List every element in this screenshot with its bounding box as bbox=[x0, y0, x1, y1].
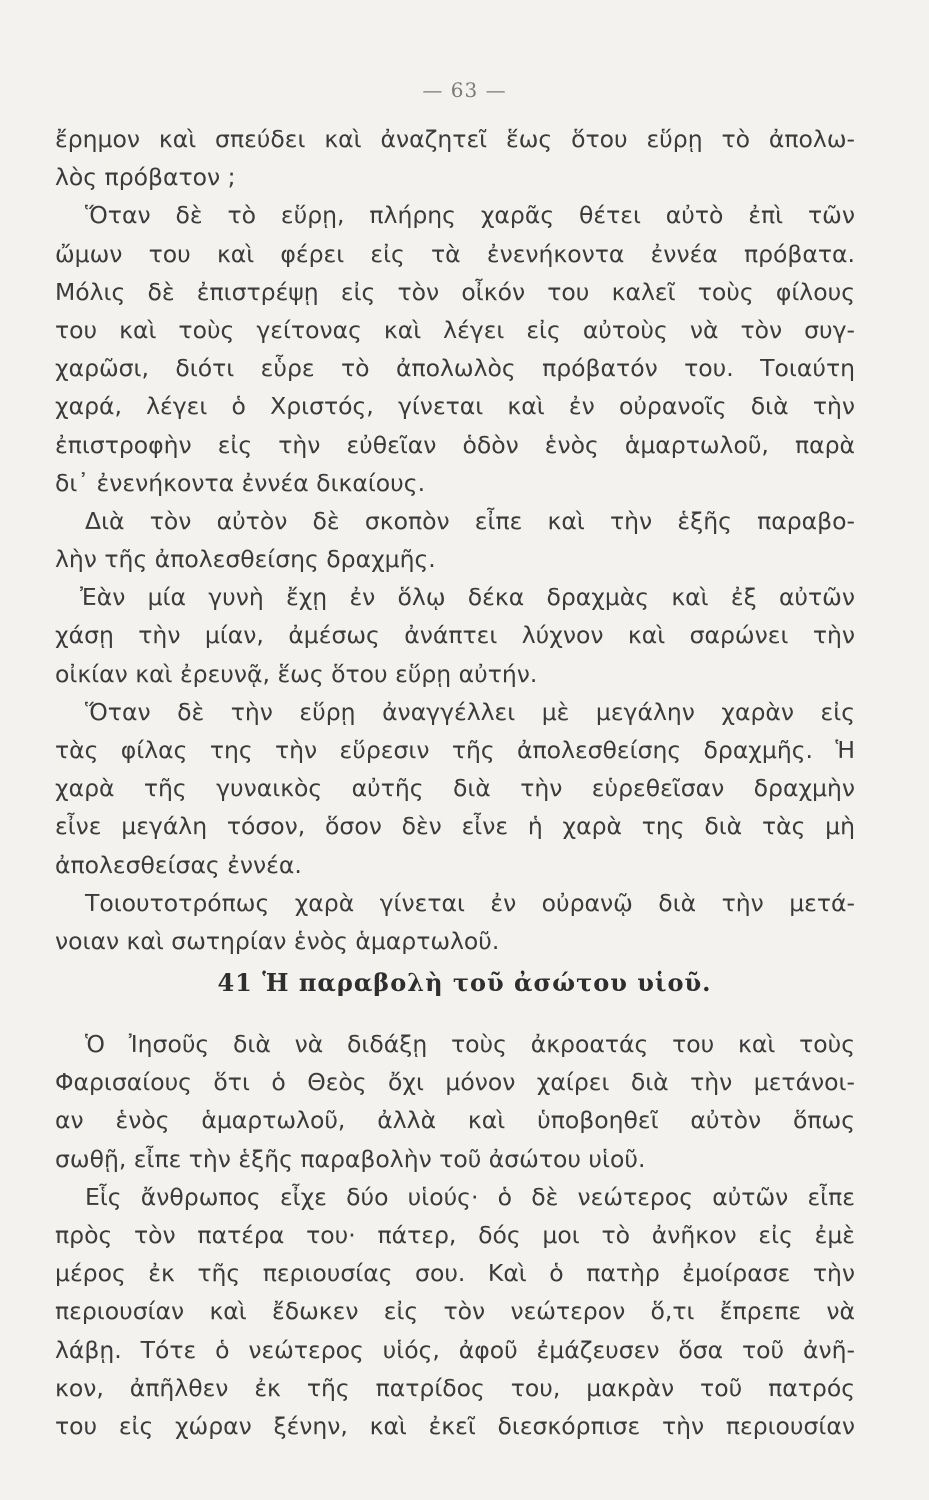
text-line: Τοιουτοτρόπως χαρὰ γίνεται ἐν οὐρανῷ διὰ τὴν μετά- bbox=[85, 888, 855, 917]
text-line: λὸς πρόβατον ; bbox=[55, 163, 236, 192]
text-line: ἀπολεσθείσας ἐννέα. bbox=[55, 850, 302, 879]
text-line: νοιαν καὶ σωτηρίαν ἑνὸς ἁμαρτωλοῦ. bbox=[55, 926, 500, 955]
text-line: δι᾽ ἐνενήκοντα ἐννέα δικαίους. bbox=[55, 468, 426, 497]
text-line: λάβῃ. Τότε ὁ νεώτερος υἱός, ἀφοῦ ἐμάζευσεν ὅσα τοῦ ἀνῆ- bbox=[55, 1335, 855, 1364]
section-heading: 41 Ἡ παραβολὴ τοῦ ἀσώτου υἱοῦ. bbox=[217, 968, 712, 997]
text-line: τὰς φίλας της τὴν εὕρεσιν τῆς ἀπολεσθείσης δραχμῆς. Ἡ bbox=[55, 736, 855, 764]
text-line: Ἐὰν μία γυνὴ ἔχῃ ἐν ὅλῳ δέκα δραχμὰς καὶ ἐξ αὐτῶν bbox=[80, 583, 855, 612]
text-line: χαρὰ τῆς γυναικὸς αὐτῆς διὰ τὴν εὑρεθεῖσαν δραχμὴν bbox=[55, 774, 855, 803]
text-line: λὴν τῆς ἀπολεσθείσης δραχμῆς. bbox=[55, 545, 436, 574]
text-line: του εἰς χώραν ξένην, καὶ ἐκεῖ διεσκόρπισε τὴν περιουσίαν bbox=[55, 1411, 855, 1440]
text-line: ἐπιστροφὴν εἰς τὴν εὐθεῖαν ὁδὸν ἑνὸς ἁμαρτωλοῦ, παρὰ bbox=[55, 430, 855, 459]
section-prodigal-son bbox=[55, 1025, 855, 1445]
text-line: Ὁ Ἰησοῦς διὰ νὰ διδάξῃ τοὺς ἀκροατάς του καὶ τοὺς bbox=[85, 1030, 855, 1058]
text-line: χαρά, λέγει ὁ Χριστός, γίνεται καὶ ἐν οὐρανοῖς διὰ τὴν bbox=[55, 392, 855, 421]
text-line: μέρος ἐκ τῆς περιουσίας σου. Καὶ ὁ πατὴρ ἐμοίρασε τὴν bbox=[55, 1259, 855, 1288]
text-line: Φαρισαίους ὅτι ὁ Θεὸς ὄχι μόνον χαίρει διὰ τὴν μετάνοι- bbox=[55, 1068, 855, 1097]
text-line: Ὅταν δὲ τὴν εὕρῃ ἀναγγέλλει μὲ μεγάλην χαρὰν εἰς bbox=[85, 697, 855, 726]
text-line: Εἷς ἄνθρωπος εἶχε δύο υἱούς· ὁ δὲ νεώτερος αὐτῶν εἶπε bbox=[85, 1182, 855, 1211]
page-number: — 63 — bbox=[422, 78, 507, 102]
text-line: πρὸς τὸν πατέρα του· πάτερ, δός μοι τὸ ἀνῆκον εἰς ἐμὲ bbox=[55, 1220, 855, 1249]
text-line: κον, ἀπῆλθεν ἐκ τῆς πατρίδος του, μακρὰν τοῦ πατρός bbox=[55, 1373, 855, 1402]
text-line: χαρῶσι, διότι εὗρε τὸ ἀπολωλὸς πρόβατόν του. Τοιαύτη bbox=[55, 354, 855, 383]
section-lost-sheep-and-coin bbox=[55, 120, 855, 960]
text-line: Ὅταν δὲ τὸ εὕρῃ, πλήρης χαρᾶς θέτει αὐτὸ ἐπὶ τῶν bbox=[85, 201, 855, 230]
text-line: Διὰ τὸν αὐτὸν δὲ σκοπὸν εἶπε καὶ τὴν ἑξῆς παραβο- bbox=[85, 506, 855, 535]
text-line: περιουσίαν καὶ ἔδωκεν εἰς τὸν νεώτερον ὅ,τι ἔπρεπε νὰ bbox=[55, 1297, 855, 1326]
text-line: οἰκίαν καὶ ἐρευνᾷ, ἕως ὅτου εὕρῃ αὐτήν. bbox=[55, 659, 538, 688]
text-line: ὤμων του καὶ φέρει εἰς τὰ ἐνενήκοντα ἐννέα πρόβατα. bbox=[55, 239, 855, 268]
text-line: αν ἑνὸς ἁμαρτωλοῦ, ἀλλὰ καὶ ὑποβοηθεῖ αὐτὸν ὅπως bbox=[55, 1106, 855, 1135]
text-line: ἔρημον καὶ σπεύδει καὶ ἀναζητεῖ ἕως ὅτου εὕρῃ τὸ ἀπολω- bbox=[55, 125, 855, 153]
text-line: Μόλις δὲ ἐπιστρέψῃ εἰς τὸν οἶκόν του καλεῖ τοὺς φίλους bbox=[55, 277, 855, 306]
text-line: του καὶ τοὺς γείτονας καὶ λέγει εἰς αὐτοὺς νὰ τὸν συγ- bbox=[55, 315, 855, 344]
text-line: χάσῃ τὴν μίαν, ἀμέσως ἀνάπτει λύχνον καὶ σαρώνει τὴν bbox=[55, 621, 855, 650]
text-line: σωθῇ, εἶπε τὴν ἑξῆς παραβολὴν τοῦ ἀσώτου υἱοῦ. bbox=[55, 1144, 646, 1173]
text-line: εἶνε μεγάλη τόσον, ὅσον δὲν εἶνε ἡ χαρὰ της διὰ τὰς μὴ bbox=[55, 812, 855, 841]
